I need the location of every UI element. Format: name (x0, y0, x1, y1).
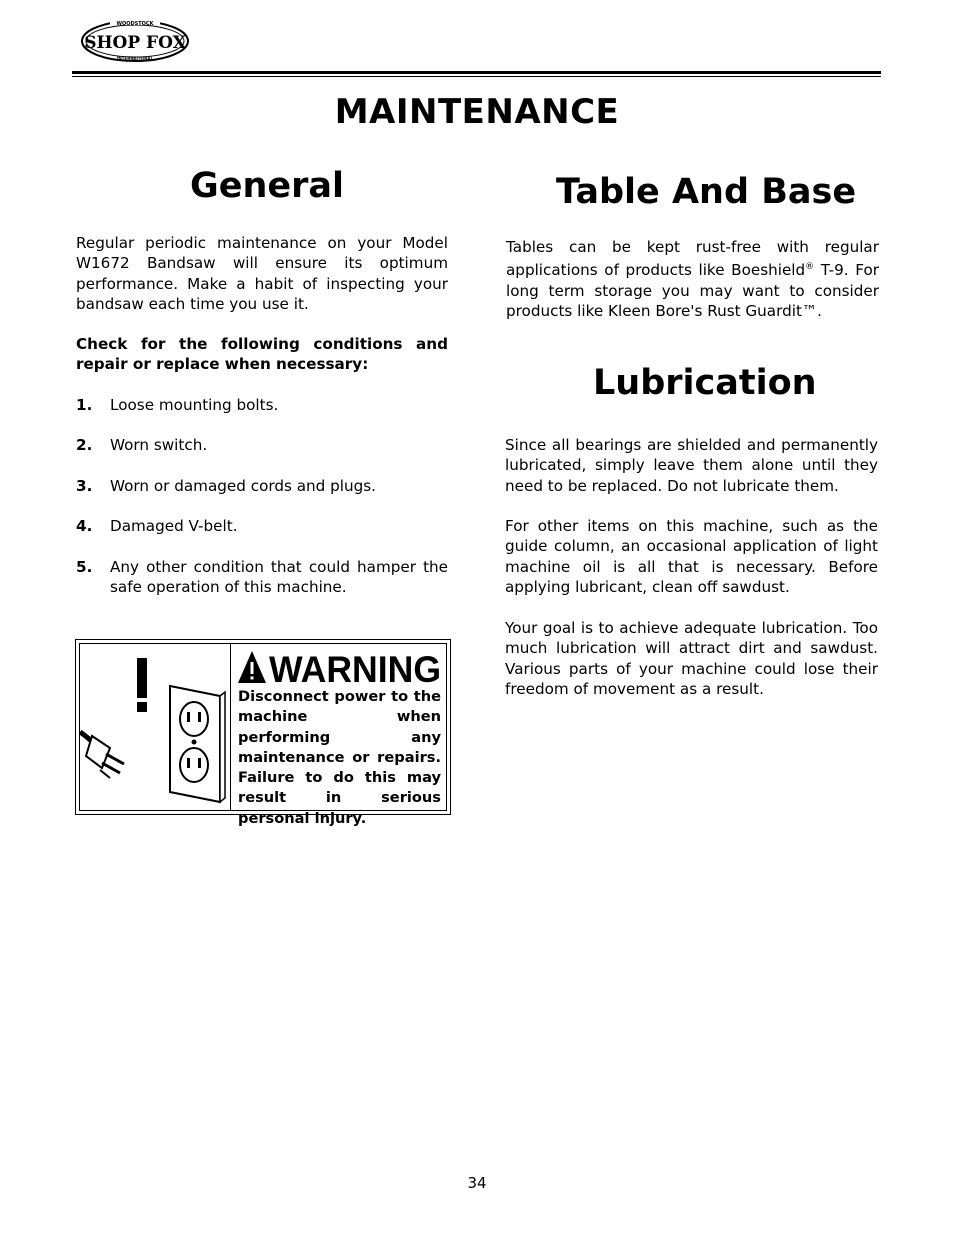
page-number: 34 (467, 1174, 487, 1192)
general-heading: General (190, 166, 344, 206)
warning-divider (230, 644, 231, 810)
svg-text:WOODSTOCK: WOODSTOCK (116, 21, 154, 27)
header-rule (72, 71, 881, 74)
svg-text:WARNING: WARNING (269, 649, 441, 686)
warning-box (75, 639, 451, 827)
unplug-outlet-icon (80, 644, 230, 812)
lubrication-paragraph: Since all bearings are shielded and permanently lubricated, simply leave them alone until they need to be replaced. Do not lubricate them. (505, 436, 878, 495)
lubrication-paragraph: Your goal is to achieve adequate lubrication. Too much lubrication will attract dirt and sawdust. Various parts of your machine could lose their freedom of movement as a result. (505, 619, 878, 698)
shop-fox-logo (80, 18, 190, 64)
table-and-base-heading: Table And Base (556, 172, 857, 212)
lubrication-paragraph: For other items on this machine, such as the guide column, an occasional application of light machine oil is all that is necessary. Before applying lubricant, clean off sawdust. (505, 517, 878, 596)
svg-text:SHOP FOX: SHOP FOX (84, 33, 186, 53)
check-heading: Check for the following conditions and repair or replace when necessary: (76, 335, 448, 374)
header-rule-thin (72, 76, 881, 77)
page-title: MAINTENANCE (334, 92, 620, 132)
warning-heading (236, 648, 444, 686)
lubrication-heading: Lubrication (593, 363, 817, 403)
svg-text:INTERNATIONAL: INTERNATIONAL (116, 56, 154, 61)
warning-text: Disconnect power to the machine when performing any maintenance or repairs. Failure to do this may result in serious personal injury. (238, 688, 441, 827)
table-and-base-text: Tables can be kept rust-free with regular applications of products like Boeshield® T-9. For long term storage you may want to consider products like Kleen Bore's Rust Guardit™. (506, 238, 879, 320)
general-intro: Regular periodic maintenance on your Model W1672 Bandsaw will ensure its optimum performance. Make a habit of inspecting your bandsaw each time you use it. (76, 234, 448, 313)
